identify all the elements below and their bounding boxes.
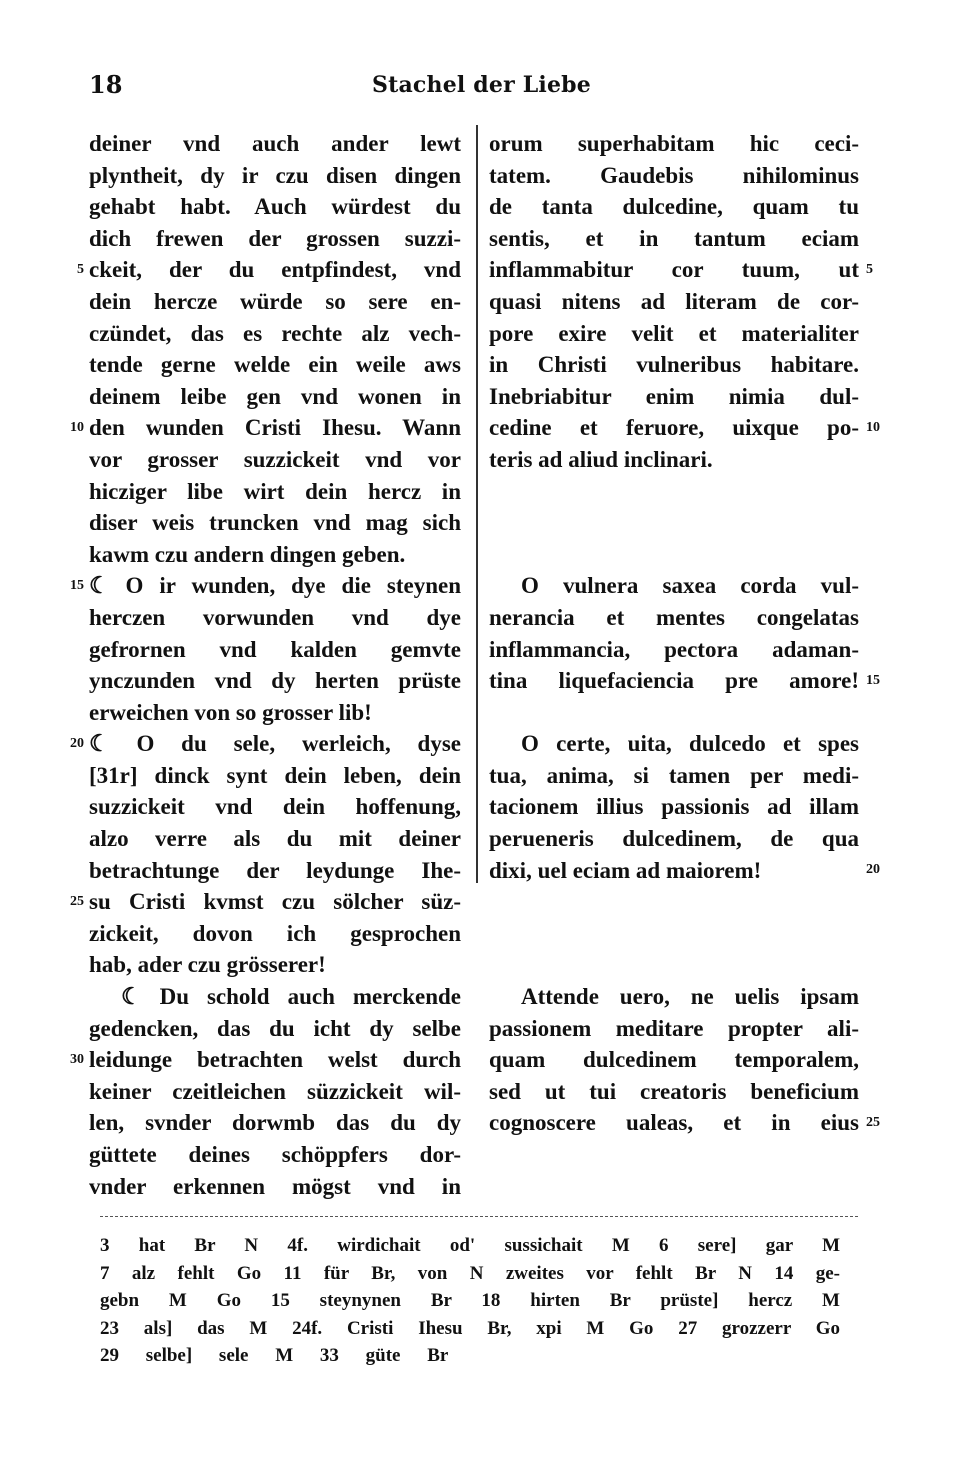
text-line: betrachtunge der leydunge Ihe- bbox=[89, 857, 461, 883]
line-number: 5 bbox=[866, 262, 873, 277]
line-number: 10 bbox=[866, 420, 880, 435]
line-number: 20 bbox=[866, 862, 880, 877]
text-line: ckeit, der du entpfindest, vnd bbox=[89, 257, 461, 283]
apparatus-line: 29 selbe] sele M 33 güte Br bbox=[100, 1345, 449, 1366]
text-line: plyntheit, dy ir czu disen dingen bbox=[89, 162, 461, 188]
text-line: su Cristi kvmst czu sölcher süz- bbox=[89, 889, 461, 915]
text-line: nerancia et mentes congelatas bbox=[489, 604, 859, 630]
text-line: tatem. Gaudebis nihilominus bbox=[489, 162, 859, 188]
text-line: dein hercze würde so sere en- bbox=[89, 288, 461, 314]
german-text-column bbox=[89, 128, 461, 1202]
text-line: tende gerne welde ein weile aws bbox=[89, 352, 461, 378]
text-line: kawm czu andern dingen geben. bbox=[89, 541, 406, 567]
critical-apparatus bbox=[100, 1232, 840, 1370]
column-divider bbox=[476, 125, 478, 883]
line-number: 25 bbox=[866, 1115, 880, 1130]
text-line: dich frewen der grossen suzzi- bbox=[89, 225, 461, 251]
paragraph-start-line: Attende uero, ne uelis ipsam bbox=[521, 984, 859, 1010]
text-line: [31r] dinck synt dein leben, dein bbox=[89, 762, 461, 788]
text-line: czündet, das es rechte alz vech- bbox=[89, 320, 461, 346]
line-number: 20 bbox=[70, 736, 84, 751]
text-line: pore exire velit et materialiter bbox=[489, 320, 859, 346]
line-number: 5 bbox=[77, 262, 84, 277]
paragraph-start-line: O certe, uita, dulcedo et spes bbox=[521, 731, 859, 757]
running-title: Stachel der Liebe bbox=[372, 72, 591, 98]
line-number: 15 bbox=[70, 578, 84, 593]
text-line: quam dulcedinem temporalem, bbox=[489, 1047, 859, 1073]
apparatus-line: 7 alz fehlt Go 11 für Br, von N zweites vor fehlt Br N 14 ge- bbox=[100, 1262, 840, 1284]
text-line: deinem leibe gen vnd wonen in bbox=[89, 383, 461, 409]
line-number: 25 bbox=[70, 894, 84, 909]
text-line: sentis, et in tantum eciam bbox=[489, 225, 859, 251]
text-line: zickeit, dovon ich gesprochen bbox=[89, 920, 461, 946]
text-line: leidunge betrachten welst durch bbox=[89, 1047, 461, 1073]
line-number: 30 bbox=[70, 1052, 84, 1067]
text-line: hab, ader czu grösserer! bbox=[89, 952, 326, 978]
text-line: hicziger libe wirt dein hercz in bbox=[89, 478, 461, 504]
apparatus-line: gebn M Go 15 steynynen Br 18 hirten Br prüste] hercz M bbox=[100, 1290, 840, 1311]
text-line: passionem meditare propter ali- bbox=[489, 1015, 859, 1041]
text-line: erweichen von so grosser lib! bbox=[89, 699, 372, 725]
apparatus-line: 23 als] das M 24f. Cristi Ihesu Br, xpi M Go 27 grozzerr Go bbox=[100, 1317, 840, 1339]
text-line: perueneris dulcedinem, de qua bbox=[489, 826, 859, 852]
text-line: vnder erkennen mögst vnd in bbox=[89, 1173, 461, 1199]
paragraph-start-line: O vulnera saxea corda vul- bbox=[521, 573, 859, 599]
line-number: 15 bbox=[866, 673, 880, 688]
text-line: Inebriabitur enim nimia dul- bbox=[489, 383, 859, 409]
text-line: gehabt habt. Auch würdest du bbox=[89, 194, 461, 220]
paragraph-start-line: ☾ O du sele, werleich, dyse bbox=[89, 731, 461, 757]
text-line: deiner vnd auch ander lewt bbox=[89, 131, 461, 156]
text-line: inflammancia, pectora adaman- bbox=[489, 636, 859, 662]
text-line: dixi, uel eciam ad maiorem! bbox=[489, 857, 762, 883]
text-line: keiner czeitleichen süzzickeit wil- bbox=[89, 1078, 461, 1104]
text-line: tua, anima, si tamen per medi- bbox=[489, 762, 859, 788]
text-line: güttete deines schöppfers dor- bbox=[89, 1142, 461, 1167]
text-line: alzo verre als du mit deiner bbox=[89, 826, 461, 852]
text-line: in Christi vulneribus habitare. bbox=[489, 352, 859, 378]
text-line: quasi nitens ad literam de cor- bbox=[489, 288, 859, 314]
latin-text-column bbox=[489, 128, 859, 1139]
text-line: tacionem illius passionis ad illam bbox=[489, 794, 859, 820]
text-line: diser weis truncken vnd mag sich bbox=[89, 510, 461, 536]
text-line: inflammabitur cor tuum, ut bbox=[489, 257, 859, 283]
text-line: gedencken, das du icht dy selbe bbox=[89, 1015, 461, 1041]
apparatus-line: 3 hat Br N 4f. wirdichait od' sussichait M 6 sere] gar M bbox=[100, 1235, 840, 1256]
line-number: 10 bbox=[70, 420, 84, 435]
text-line: tina liquefaciencia pre amore! bbox=[489, 668, 859, 694]
page-number: 18 bbox=[89, 70, 123, 99]
paragraph-start-line: ☾ O ir wunden, dye die steynen bbox=[89, 573, 461, 599]
text-line: suzzickeit vnd dein hoffenung, bbox=[89, 794, 461, 820]
text-line: cognoscere ualeas, et in eius bbox=[489, 1110, 859, 1136]
text-line: orum superhabitam hic ceci- bbox=[489, 131, 859, 156]
text-line: gefrornen vnd kalden gemvte bbox=[89, 636, 461, 662]
text-line: ynczunden vnd dy herten prüste bbox=[89, 668, 461, 694]
text-line: cedine et feruore, uixque po- bbox=[489, 415, 859, 441]
footnote-rule bbox=[100, 1216, 858, 1217]
text-line: sed ut tui creatoris beneficium bbox=[489, 1078, 859, 1104]
text-line: len, svnder dorwmb das du dy bbox=[89, 1110, 461, 1136]
text-line: herczen vorwunden vnd dye bbox=[89, 604, 461, 630]
text-line: de tanta dulcedine, quam tu bbox=[489, 194, 859, 220]
text-line: teris ad aliud inclinari. bbox=[489, 446, 713, 472]
text-line: den wunden Cristi Ihesu. Wann bbox=[89, 415, 461, 441]
paragraph-start-line: ☾ Du schold auch merckende bbox=[121, 984, 461, 1010]
text-line: vor grosser suzzickeit vnd vor bbox=[89, 446, 461, 472]
